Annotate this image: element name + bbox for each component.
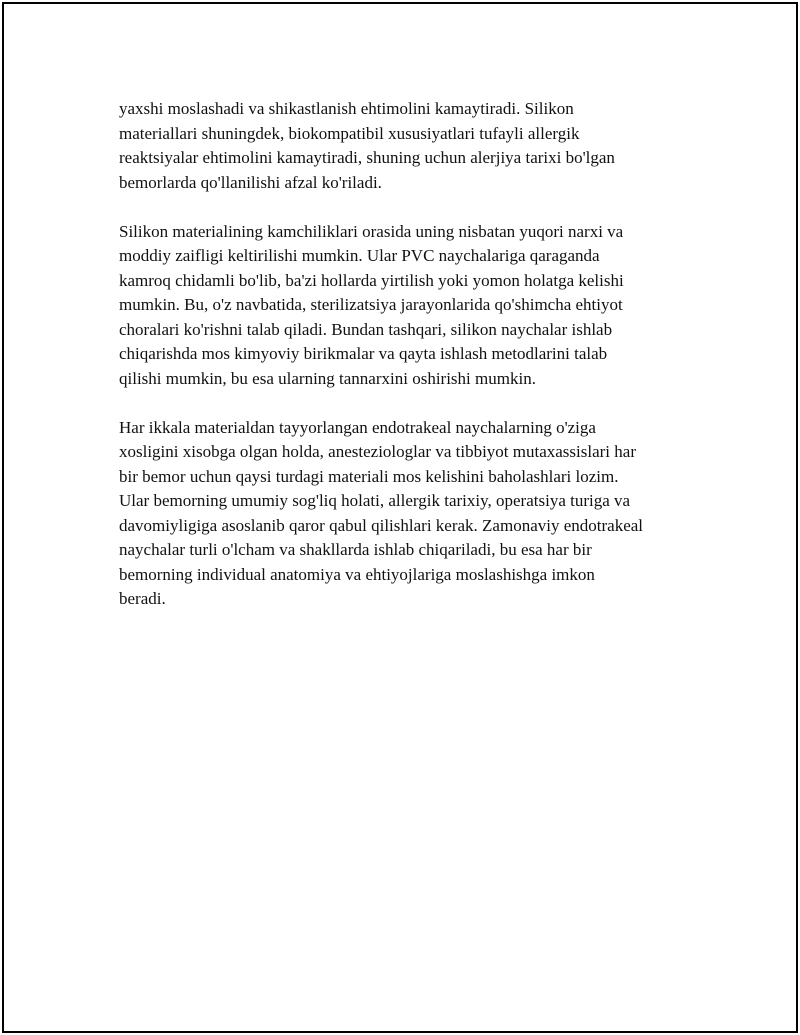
text-line: xosligini xisobga olgan holda, anesteziologlar va tibbiyot mutaxassislari har (119, 442, 636, 461)
text-line: bemorlarda qo'llanilishi afzal ko'riladi. (119, 172, 382, 192)
text-line: Har ikkala materialdan tayyorlangan endotrakeal naychalarning o'ziga (119, 417, 596, 437)
text-line: reaktsiyalar ehtimolini kamaytiradi, shuning uchun alerjiya tarixi bo'lgan (119, 148, 615, 167)
text-line: davomiyligiga asoslanib qaror qabul qilishlari kerak. Zamonaviy endotrakeal (119, 515, 644, 535)
text-line: kamroq chidamli bo'lib, ba'zi hollarda yirtilish yoki yomon holatga kelishi (119, 270, 624, 290)
paragraph-2 (119, 220, 709, 392)
text-line: materiallari shuningdek, biokompatibil xususiyatlari tufayli allergik (119, 123, 580, 143)
text-line: bemorning individual anatomiya va ehtiyojlariga moslashishga imkon (119, 564, 595, 584)
text-line: choralari ko'rishni talab qiladi. Bundan tashqari, silikon naychalar ishlab (119, 319, 613, 339)
text-line: mumkin. Bu, o'z navbatida, sterilizatsiya jarayonlarida qo'shimcha ehtiyot (119, 295, 623, 314)
paragraph-3 (119, 416, 709, 612)
document-page (2, 2, 798, 1033)
text-line: moddiy zaifligi keltirilishi mumkin. Ular PVC naychalariga qaraganda (119, 246, 600, 265)
text-line: bir bemor uchun qaysi turdagi materiali mos kelishini baholashlari lozim. (119, 466, 619, 486)
text-line: yaxshi moslashadi va shikastlanish ehtimolini kamaytiradi. Silikon (119, 99, 574, 118)
text-line: Ular bemorning umumiy sog'liq holati, allergik tarixiy, operatsiya turiga va (119, 491, 631, 510)
document-body (119, 97, 709, 636)
text-line: naychalar turli o'lcham va shakllarda ishlab chiqariladi, bu esa har bir (119, 540, 592, 559)
text-line: qilishi mumkin, bu esa ularning tannarxini oshirishi mumkin. (119, 368, 536, 388)
text-line: beradi. (119, 589, 166, 608)
text-line: chiqarishda mos kimyoviy birikmalar va qayta ishlash metodlarini talab (119, 344, 608, 363)
paragraph-1 (119, 97, 709, 195)
text-line: Silikon materialining kamchiliklari orasida uning nisbatan yuqori narxi va (119, 221, 624, 241)
